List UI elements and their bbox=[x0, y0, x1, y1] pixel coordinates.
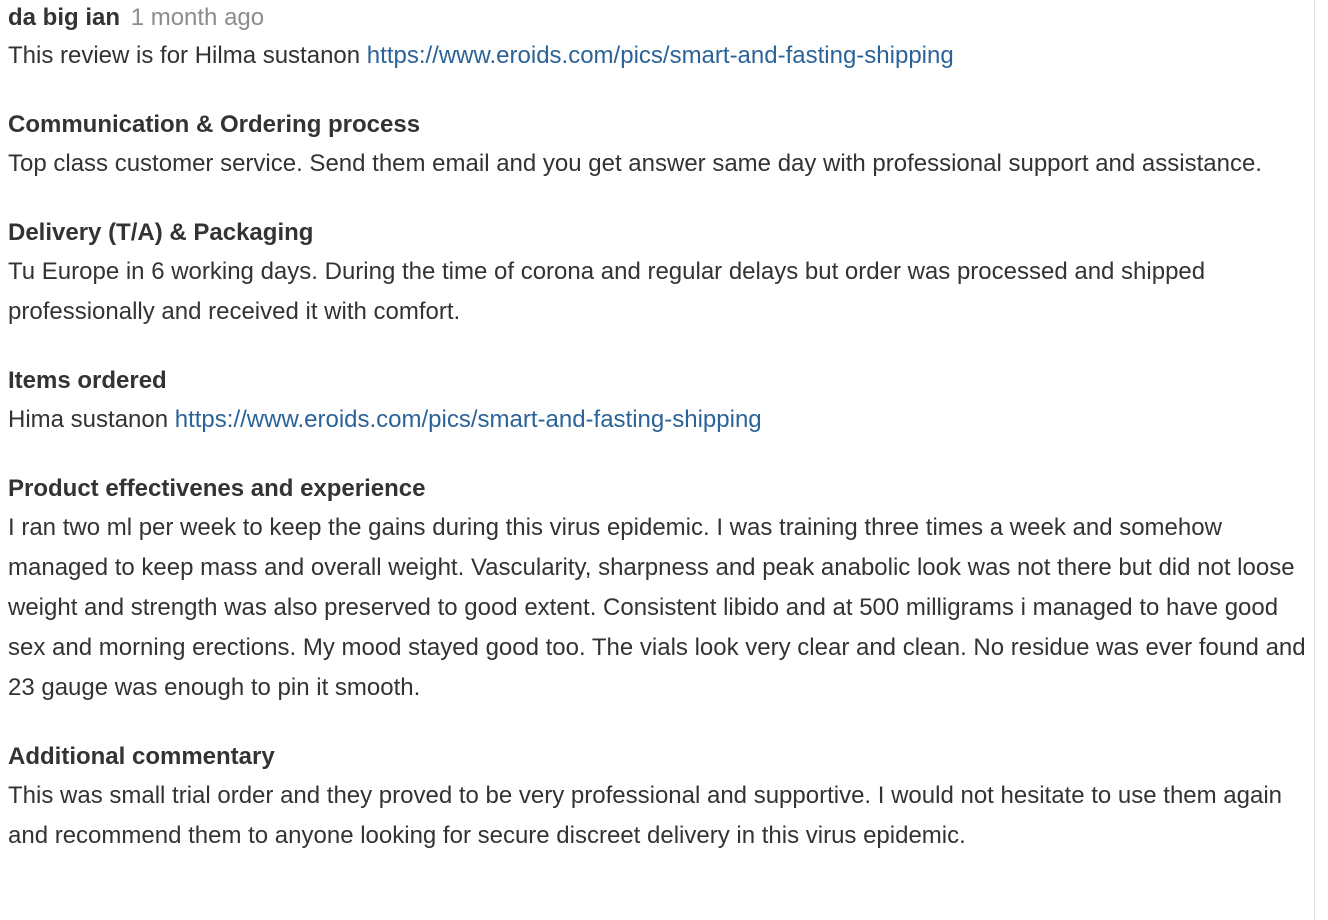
column-divider bbox=[1314, 0, 1315, 920]
section-body-items bbox=[8, 400, 1308, 440]
section-communication bbox=[8, 106, 1308, 184]
items-text: Hima sustanon bbox=[8, 406, 169, 433]
items-link[interactable]: https://www.eroids.com/pics/smart-and-fasting-shipping bbox=[174, 406, 762, 433]
section-items bbox=[8, 362, 1308, 440]
post-header bbox=[8, 0, 1308, 36]
review-post bbox=[8, 0, 1308, 856]
section-title-items: Items ordered bbox=[8, 367, 167, 394]
section-body-additional: This was small trial order and they proved to be very professional and supportive. I would not hesitate to use them again and recommend them to anyone looking for secure discreet delivery in this virus epidemic. bbox=[8, 782, 1283, 849]
intro-link[interactable]: https://www.eroids.com/pics/smart-and-fasting-shipping bbox=[366, 42, 954, 69]
section-additional bbox=[8, 738, 1308, 856]
post-timestamp: 1 month ago bbox=[130, 4, 265, 31]
section-title-effectiveness: Product effectivenes and experience bbox=[8, 475, 426, 502]
section-body-communication: Top class customer service. Send them email and you get answer same day with professional support and assistance. bbox=[8, 150, 1262, 177]
section-title-additional: Additional commentary bbox=[8, 743, 275, 770]
section-effectiveness bbox=[8, 470, 1308, 708]
section-title-delivery: Delivery (T/A) & Packaging bbox=[8, 219, 314, 246]
section-body-delivery: Tu Europe in 6 working days. During the time of corona and regular delays but order was processed and shipped professionally and received it with comfort. bbox=[8, 258, 1206, 325]
review-intro bbox=[8, 36, 1308, 76]
section-title-communication: Communication & Ordering process bbox=[8, 111, 421, 138]
section-body-effectiveness: I ran two ml per week to keep the gains during this virus epidemic. I was training three times a week and somehow managed to keep mass and overall weight. Vascularity, sharpness and peak anabolic look was not there but did not loose weight and strength was also preserved to good extent. Consistent libido and at 500 milligrams i managed to have good sex and morning erections. My mood stayed good too. The vials look very clear and clean. No residue was ever found and 23 gauge was enough to pin it smooth. bbox=[8, 514, 1306, 701]
author-name[interactable]: da big ian bbox=[8, 4, 121, 31]
section-delivery bbox=[8, 214, 1308, 332]
intro-text: This review is for Hilma sustanon bbox=[8, 42, 361, 69]
